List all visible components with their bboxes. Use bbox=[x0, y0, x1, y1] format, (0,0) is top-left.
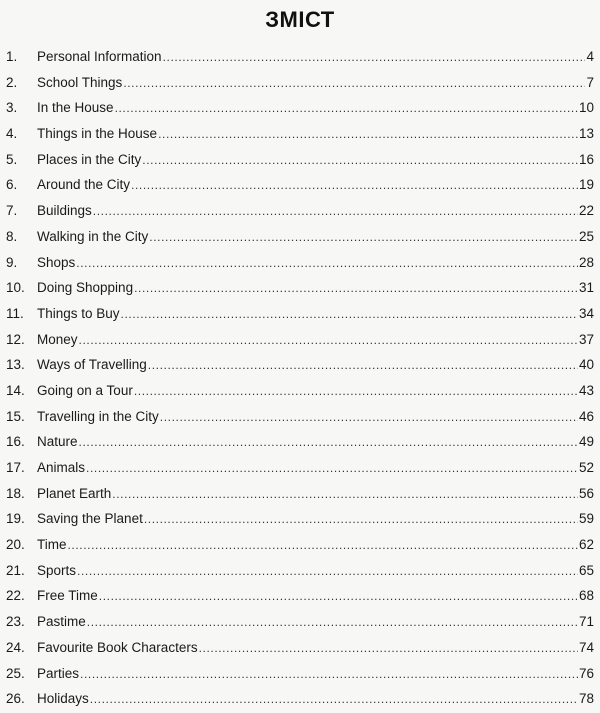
toc-entry-page: 65 bbox=[578, 562, 594, 578]
toc-entry-page: 25 bbox=[578, 228, 594, 244]
toc-entry[interactable] bbox=[6, 327, 594, 353]
toc-dot-leader bbox=[199, 636, 578, 662]
toc-entry-page: 59 bbox=[578, 511, 594, 527]
toc-dot-leader bbox=[142, 148, 578, 174]
toc-entry[interactable] bbox=[6, 198, 594, 224]
toc-entry-page: 4 bbox=[586, 49, 594, 64]
toc-entry-title: Places in the City bbox=[37, 151, 142, 167]
toc-entry-number: 3. bbox=[6, 100, 18, 116]
toc-entry-number: 10. bbox=[6, 280, 25, 296]
toc-entry[interactable] bbox=[6, 404, 594, 430]
toc-entry-number: 12. bbox=[6, 331, 25, 347]
toc-entry[interactable] bbox=[6, 275, 594, 301]
toc-entry-number: 15. bbox=[6, 408, 25, 424]
toc-entry-page: 62 bbox=[578, 537, 594, 553]
toc-entry-title: Holidays bbox=[37, 691, 89, 707]
toc-entry-page: 52 bbox=[578, 460, 594, 475]
toc-entry[interactable] bbox=[6, 70, 594, 96]
toc-entry-title: Walking in the City bbox=[37, 228, 149, 244]
toc-entry-page: 10 bbox=[578, 100, 594, 116]
toc-entry-page: 16 bbox=[578, 151, 594, 167]
toc-entry-number: 9. bbox=[6, 254, 18, 270]
toc-entry-page: 78 bbox=[578, 691, 594, 707]
toc-entry-number: 2. bbox=[6, 74, 18, 90]
toc-entry-title: Sports bbox=[37, 562, 77, 578]
toc-entry-number: 22. bbox=[6, 588, 25, 604]
toc-entry[interactable] bbox=[6, 147, 594, 173]
toc-entry[interactable] bbox=[6, 378, 594, 404]
toc-entry[interactable] bbox=[6, 121, 594, 147]
toc-entry-title: Doing Shopping bbox=[37, 280, 134, 296]
toc-entry-title: Free Time bbox=[37, 588, 98, 604]
toc-entry-title: Personal Information bbox=[37, 49, 162, 64]
toc-entry-number: 14. bbox=[6, 382, 25, 398]
toc-entry-number: 20. bbox=[6, 537, 25, 553]
toc-entry-page: 46 bbox=[578, 408, 594, 424]
toc-entry-title: Nature bbox=[37, 434, 78, 450]
toc-entry[interactable] bbox=[6, 661, 594, 687]
toc-entry-number: 13. bbox=[6, 357, 25, 373]
toc-entry-title: In the House bbox=[37, 100, 114, 116]
toc-entry-number: 4. bbox=[6, 126, 18, 142]
toc-entry-number: 7. bbox=[6, 203, 18, 219]
toc-dot-leader bbox=[131, 173, 578, 199]
toc-entry-page: 71 bbox=[578, 614, 594, 630]
page-title: ЗМІСТ bbox=[265, 7, 335, 32]
toc-entry-title: Ways of Travelling bbox=[37, 357, 147, 373]
toc-dot-leader bbox=[144, 507, 578, 533]
toc-entry-title: Pastime bbox=[37, 614, 86, 630]
toc-entry-number: 26. bbox=[6, 691, 25, 707]
toc-dot-leader bbox=[77, 559, 578, 585]
toc-entry-title: Money bbox=[37, 331, 78, 347]
toc-entry-title: Saving the Planet bbox=[37, 511, 143, 527]
toc-entry-page: 68 bbox=[578, 588, 594, 604]
toc-entry[interactable] bbox=[6, 172, 594, 198]
toc-entry-number: 21. bbox=[6, 562, 25, 578]
toc-entry-page: 13 bbox=[578, 126, 594, 142]
toc-dot-leader bbox=[121, 302, 578, 328]
toc-dot-leader bbox=[148, 353, 578, 379]
toc-entry-number: 17. bbox=[6, 460, 25, 475]
toc-dot-leader bbox=[79, 430, 578, 456]
toc-entry[interactable] bbox=[6, 583, 594, 609]
toc-entry[interactable] bbox=[6, 44, 594, 70]
toc-entry-title: Buildings bbox=[37, 203, 92, 219]
toc-entry-page: 7 bbox=[586, 74, 594, 90]
toc-dot-leader bbox=[149, 225, 578, 251]
toc-entry-page: 43 bbox=[578, 382, 594, 398]
toc-entry[interactable] bbox=[6, 429, 594, 455]
toc-entry-number: 16. bbox=[6, 434, 25, 450]
table-of-contents bbox=[6, 44, 594, 712]
toc-entry-title: Planet Earth bbox=[37, 485, 112, 501]
toc-entry-number: 6. bbox=[6, 177, 18, 193]
toc-entry-title: Around the City bbox=[37, 177, 131, 193]
toc-entry-number: 25. bbox=[6, 665, 25, 681]
toc-entry[interactable] bbox=[6, 352, 594, 378]
toc-dot-leader bbox=[86, 456, 578, 482]
toc-entry[interactable] bbox=[6, 95, 594, 121]
toc-entry[interactable] bbox=[6, 250, 594, 276]
toc-entry-number: 18. bbox=[6, 485, 25, 501]
toc-dot-leader bbox=[134, 276, 578, 302]
toc-entry[interactable] bbox=[6, 609, 594, 635]
toc-dot-leader bbox=[123, 71, 585, 97]
toc-entry-number: 5. bbox=[6, 151, 18, 167]
toc-entry-number: 1. bbox=[6, 49, 18, 64]
toc-entry-page: 28 bbox=[578, 254, 594, 270]
toc-entry-title: Travelling in the City bbox=[37, 408, 159, 424]
toc-dot-leader bbox=[80, 662, 578, 688]
toc-dot-leader bbox=[160, 405, 578, 431]
toc-entry-title: Things in the House bbox=[37, 126, 158, 142]
toc-dot-leader bbox=[76, 251, 578, 277]
toc-entry-title: School Things bbox=[37, 74, 123, 90]
toc-entry-page: 40 bbox=[578, 357, 594, 373]
toc-entry-page: 31 bbox=[578, 280, 594, 296]
toc-entry[interactable] bbox=[6, 224, 594, 250]
toc-entry-title: Favourite Book Characters bbox=[37, 639, 198, 655]
toc-entry-page: 19 bbox=[578, 177, 594, 193]
toc-entry[interactable] bbox=[6, 686, 594, 712]
toc-dot-leader bbox=[68, 533, 578, 559]
toc-entry-page: 37 bbox=[578, 331, 594, 347]
toc-entry[interactable] bbox=[6, 481, 594, 507]
toc-entry-title: Parties bbox=[37, 665, 80, 681]
toc-entry[interactable] bbox=[6, 455, 594, 481]
toc-entry-number: 24. bbox=[6, 639, 25, 655]
toc-entry-title: Going on a Tour bbox=[37, 382, 133, 398]
toc-entry[interactable] bbox=[6, 301, 594, 327]
toc-entry-number: 23. bbox=[6, 614, 25, 630]
toc-dot-leader bbox=[163, 45, 586, 71]
toc-entry[interactable] bbox=[6, 532, 594, 558]
toc-entry-page: 56 bbox=[578, 485, 594, 501]
toc-entry[interactable] bbox=[6, 635, 594, 661]
toc-entry[interactable] bbox=[6, 506, 594, 532]
toc-entry-number: 19. bbox=[6, 511, 25, 527]
toc-entry-page: 22 bbox=[578, 203, 594, 219]
toc-dot-leader bbox=[87, 610, 578, 636]
toc-entry-title: Animals bbox=[37, 460, 86, 475]
toc-entry-page: 76 bbox=[578, 665, 594, 681]
toc-entry-number: 11. bbox=[6, 305, 24, 321]
toc-entry-title: Things to Buy bbox=[37, 305, 120, 321]
toc-entry-number: 8. bbox=[6, 228, 18, 244]
toc-entry-page: 49 bbox=[578, 434, 594, 450]
toc-dot-leader bbox=[79, 328, 578, 354]
toc-dot-leader bbox=[158, 122, 578, 148]
toc-entry-title: Shops bbox=[37, 254, 76, 270]
toc-entry-title: Time bbox=[37, 537, 67, 553]
toc-dot-leader bbox=[99, 584, 578, 610]
toc-dot-leader bbox=[115, 96, 578, 122]
toc-dot-leader bbox=[90, 687, 578, 713]
toc-dot-leader bbox=[134, 379, 578, 405]
toc-dot-leader bbox=[93, 199, 578, 225]
toc-entry[interactable] bbox=[6, 558, 594, 584]
toc-entry-page: 34 bbox=[578, 305, 594, 321]
toc-dot-leader bbox=[112, 482, 578, 508]
toc-entry-page: 74 bbox=[578, 639, 594, 655]
